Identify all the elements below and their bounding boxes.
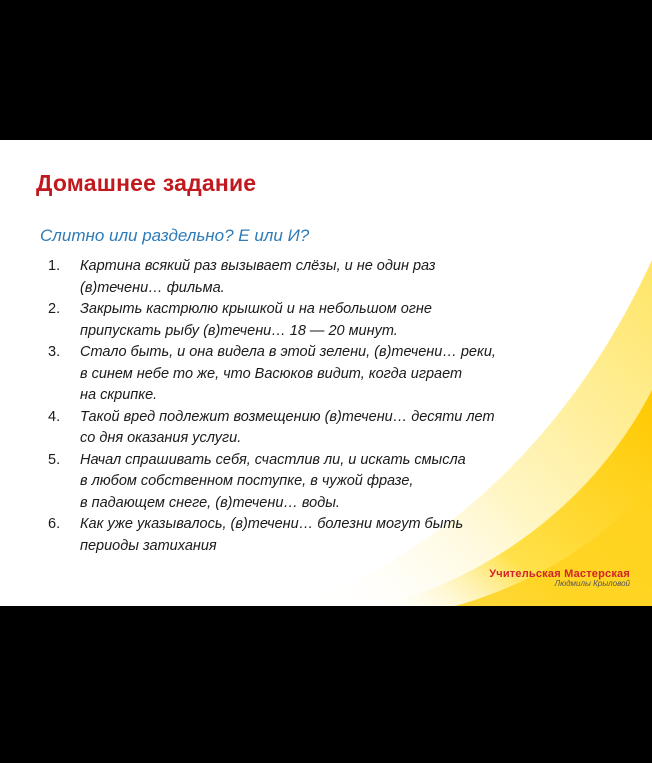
item-number: 6. (48, 516, 61, 532)
list-item (48, 299, 608, 342)
item-number: 5. (48, 451, 61, 468)
item-number: 1. (48, 258, 61, 274)
item-text: Картина всякий раз вызывает слёзы, и не один раз (в)течени… фильма. (80, 258, 436, 296)
subtitle: Слитно или раздельно? Е или И? (40, 226, 310, 245)
list-item (48, 407, 608, 450)
item-text: Начал спрашивать себя, счастлив ли, и искать смысла в любом собственном поступке, в чужой фразе, в падающем снеге, (в)течени… воды. (80, 451, 466, 511)
logo-subtitle: Людмилы Крыловой (554, 579, 630, 588)
list-item (48, 256, 608, 299)
slide (0, 140, 652, 606)
item-number: 3. (48, 344, 61, 360)
logo-title: Учительская Мастерская (489, 568, 630, 580)
item-text: Как уже указывалось, (в)течени… болезни могут быть периоды затихания (80, 516, 464, 554)
task-list (48, 256, 608, 557)
list-item (48, 342, 608, 407)
list-item (48, 450, 608, 515)
item-number: 4. (48, 408, 61, 425)
item-text: Такой вред подлежит возмещению (в)течени… десяти лет со дня оказания услуги. (80, 408, 495, 446)
page-title: Домашнее задание (36, 170, 257, 196)
item-text: Стало быть, и она видела в этой зелени, (в)течени… реки, в синем небе то же, что Васюков видит, когда играет на скрипке. (80, 344, 496, 403)
brand-logo (489, 568, 630, 588)
item-number: 2. (48, 301, 61, 317)
item-text: Закрыть кастрюлю крышкой и на небольшом огне припускать рыбу (в)течени… 18 — 20 минут. (80, 301, 432, 339)
list-item (48, 514, 608, 557)
